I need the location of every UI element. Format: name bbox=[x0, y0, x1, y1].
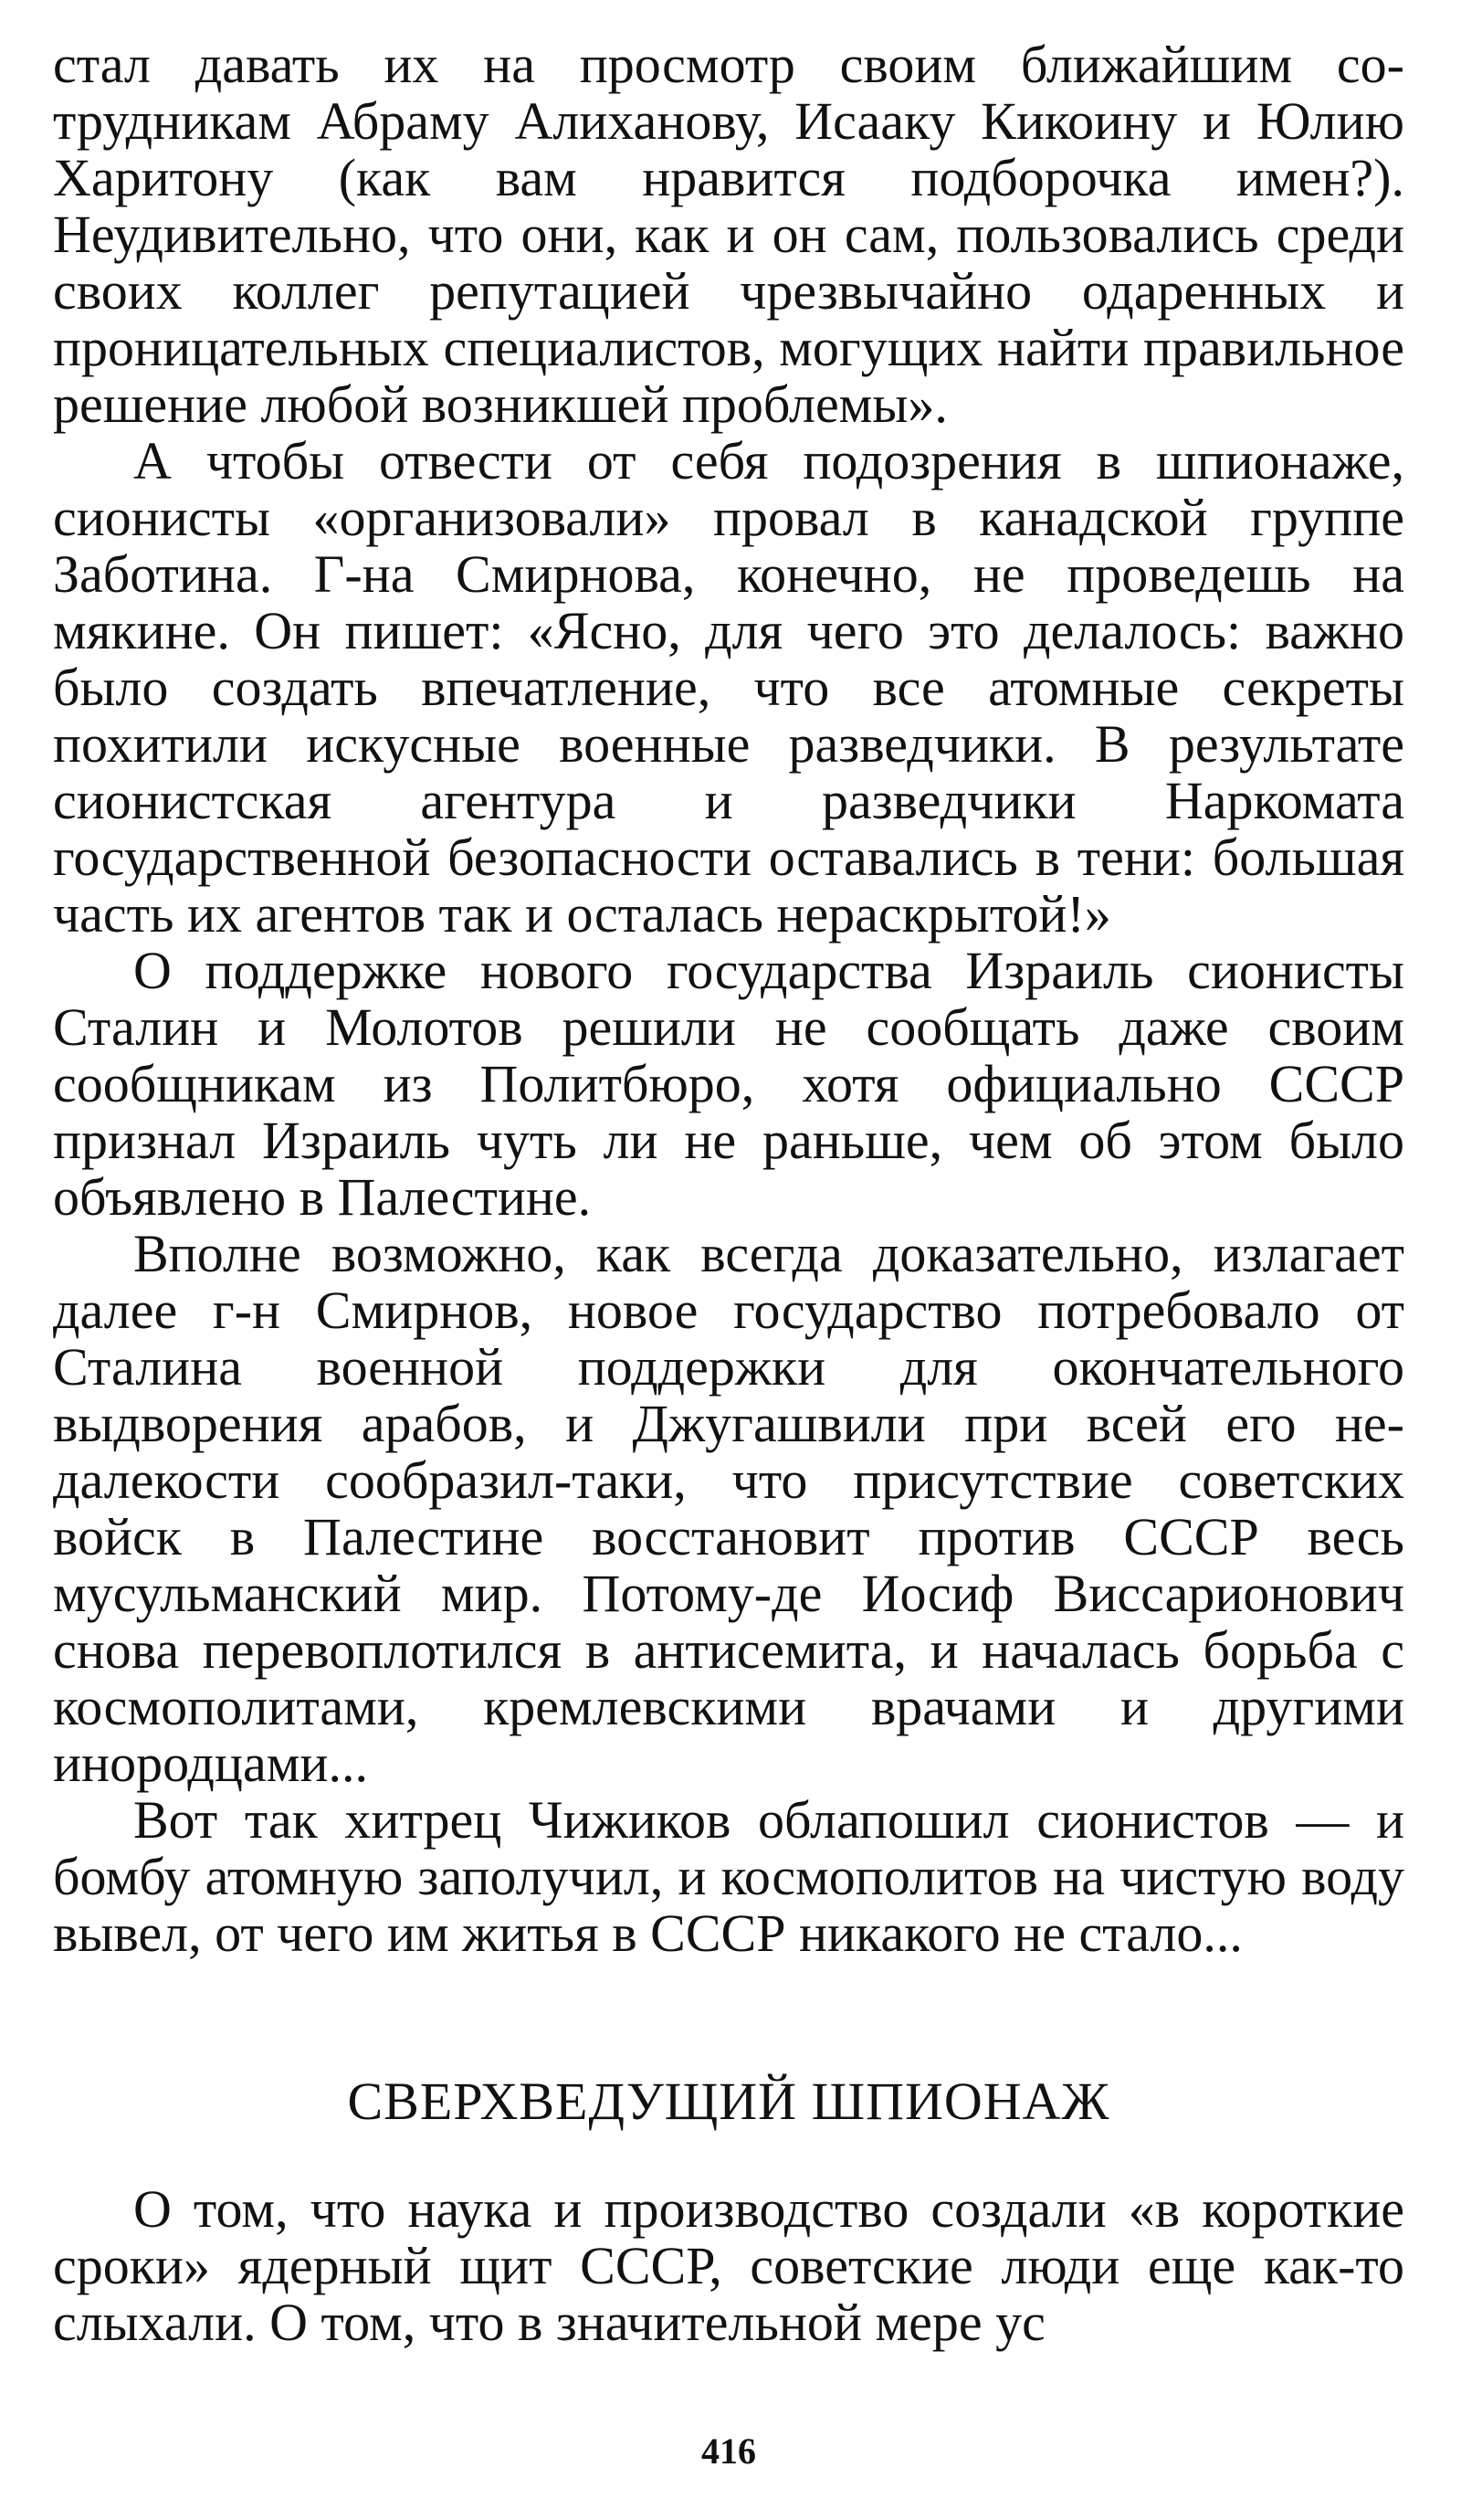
section-spacer bbox=[53, 1962, 1404, 2073]
section-paragraph: О том, что наука и производство создали «в короткие сроки» ядерный щит СССР, советские люди еще как-то слыхали. О том, что в значительной мере ус bbox=[53, 2179, 1404, 2352]
paragraph-3: О поддержке нового государства Израиль сионисты Сталин и Молотов решили не сообщать даже своим сообщникам из Политбюро, хотя официально СССР признал Израиль чуть ли не раньше, чем об этом было объявлено в Палестине. bbox=[53, 941, 1404, 1227]
book-page bbox=[53, 37, 1404, 2484]
section-spacer bbox=[53, 2130, 1404, 2181]
paragraph-1: стал давать их на просмотр своим ближайшим сотрудникам Абраму Алиханову, Исааку Кикоину и Юлию Харитону (как вам нравится подборочка имен?). Неудивительно, что они, как и он сам, пользовались среди своих коллег репутацией чрезвычайно одаренных и проницательных специалистов, могущих найти правильное решение любой возникшей проблемы». bbox=[53, 35, 1404, 434]
page-number: 416 bbox=[701, 2430, 756, 2472]
paragraph-2: А чтобы отвести от себя подозрения в шпионаже, сионисты «организовали» провал в канадской группе Заботина. Г-на Смирнова, конечно, не проведешь на мякине. Он пишет: «Ясно, для чего это делалось: важно было создать впечатление, что все атомные секреты похитили искусные военные разведчики. В результате сионистская агентура и разведчики Наркомата государственной безопасности оставались в тени: большая часть их агентов так и осталась нераскрытой!» bbox=[53, 431, 1404, 944]
section-heading: СВЕРХВЕДУЩИЙ ШПИОНАЖ bbox=[347, 2072, 1110, 2131]
paragraph-4: Вполне возможно, как всегда доказательно, излагает далее г-н Смирнов, новое государство потребовало от Сталина военной поддержки для окончательного выдворения арабов, и Джугашвили при всей его недалекости сообразил-таки, что присутствие советских войск в Палестине восстановит против СССР весь мусульманский мир. Потому-де Иосиф Виссарионович снова перевоплотился в антисемита, и началась борьба с космополитами, кремлевскими врачами и другими инородцами... bbox=[53, 1224, 1404, 1793]
paragraph-5: Вот так хитрец Чижиков облапошил сионистов — и бомбу атомную заполучил, и космополитов на чистую воду вывел, от чего им житья в СССР никакого не стало... bbox=[53, 1790, 1404, 1963]
